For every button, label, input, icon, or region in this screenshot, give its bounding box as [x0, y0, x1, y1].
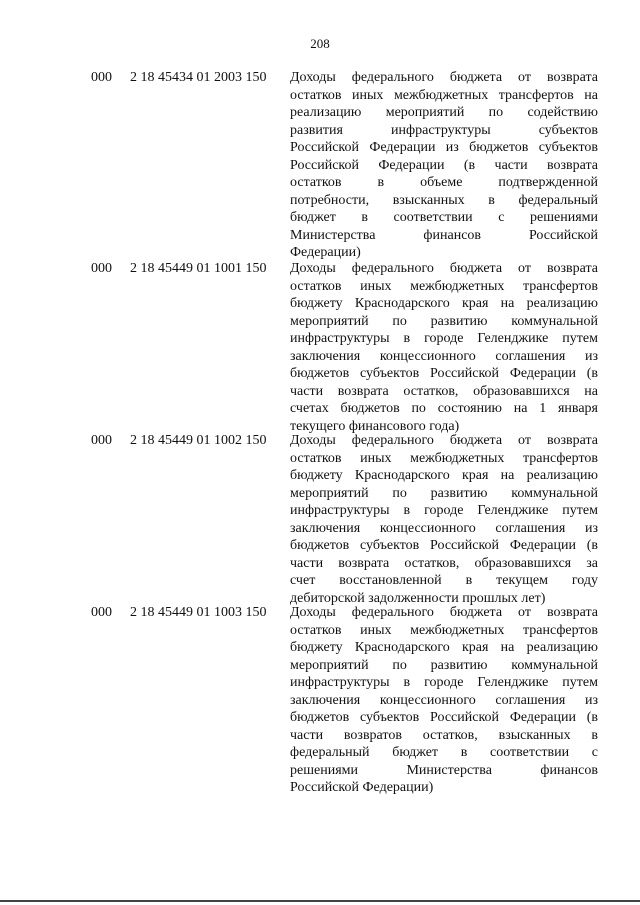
description-line: бюджету Краснодарского края на реализацию — [290, 640, 598, 655]
entry-description — [290, 432, 598, 607]
description-line: инфраструктуры в городе Геленджике путем — [290, 675, 598, 690]
scan-edge-line — [0, 900, 640, 902]
description-line: Доходы федерального бюджета от возврата — [290, 433, 598, 448]
description-line: бюджету Краснодарского края на реализацию — [290, 296, 598, 311]
description-line: мероприятий по развитию коммунальной — [290, 657, 598, 673]
description-line: части возврата остатков, образовавшихся за — [290, 555, 598, 571]
description-line: реализацию мероприятий по содействию — [290, 105, 598, 120]
description-line: Доходы федерального бюджета от возврата — [290, 261, 598, 276]
budget-classification-code: 2 18 45449 01 1003 150 — [130, 605, 267, 620]
description-line: бюджет в соответствии с решениями — [290, 210, 598, 225]
description-line: потребности, взысканных в федеральный — [290, 192, 598, 208]
description-line: остатков иных межбюджетных трансфертов — [290, 450, 598, 466]
description-line: остатков иных межбюджетных трансфертов на — [290, 87, 598, 103]
description-line: Российской Федерации (в части возврата — [290, 157, 598, 173]
entry-description — [290, 260, 598, 435]
description-line: заключения концессионного соглашения из — [290, 520, 598, 536]
entry-description — [290, 604, 598, 797]
description-line: развития инфраструктуры субъектов — [290, 122, 598, 138]
description-line: Российской Федерации) — [290, 780, 434, 795]
admin-code: 000 — [91, 605, 112, 620]
description-line: мероприятий по развитию коммунальной — [290, 485, 598, 501]
description-line: бюджетов субъектов Российской Федерации (в — [290, 710, 598, 725]
description-line: заключения концессионного соглашения из — [290, 692, 598, 708]
description-line: Федерации) — [290, 245, 361, 260]
budget-classification-code: 2 18 45449 01 1002 150 — [130, 433, 267, 448]
entry-description — [290, 69, 598, 262]
description-line: части возвратов остатков, взысканных в — [290, 727, 598, 743]
description-line: бюджету Краснодарского края на реализацию — [290, 468, 598, 483]
admin-code: 000 — [91, 433, 112, 448]
description-line: бюджетов субъектов Российской Федерации (в — [290, 366, 598, 381]
description-line: текущего финансового года) — [290, 418, 460, 434]
description-line: решениями Министерства финансов — [290, 762, 598, 778]
description-line: счетах бюджетов по состоянию на 1 января — [290, 401, 598, 416]
description-line: инфраструктуры в городе Геленджике путем — [290, 331, 598, 346]
budget-classification-code: 2 18 45449 01 1001 150 — [130, 261, 267, 276]
description-line: остатков в объеме подтвержденной — [290, 175, 598, 190]
description-line: Доходы федерального бюджета от возврата — [290, 605, 598, 620]
description-line: остатков иных межбюджетных трансфертов — [290, 278, 598, 294]
description-line: Российской Федерации из бюджетов субъектов — [290, 140, 598, 155]
description-line: счет восстановленной в текущем году — [290, 573, 598, 588]
description-line: мероприятий по развитию коммунальной — [290, 313, 598, 329]
description-line: бюджетов субъектов Российской Федерации (в — [290, 538, 598, 553]
description-line: остатков иных межбюджетных трансфертов — [290, 622, 598, 638]
admin-code: 000 — [91, 261, 112, 276]
description-line: федеральный бюджет в соответствии с — [290, 745, 598, 760]
description-line: Доходы федерального бюджета от возврата — [290, 70, 598, 85]
description-line: части возврата остатков, образовавшихся на — [290, 383, 598, 399]
budget-classification-code: 2 18 45434 01 2003 150 — [130, 70, 267, 85]
page-number: 208 — [310, 36, 330, 51]
description-line: Министерства финансов Российской — [290, 227, 598, 243]
admin-code: 000 — [91, 70, 112, 85]
description-line: инфраструктуры в городе Геленджике путем — [290, 503, 598, 518]
description-line: дебиторской задолженности прошлых лет) — [290, 590, 546, 606]
description-line: заключения концессионного соглашения из — [290, 348, 598, 364]
